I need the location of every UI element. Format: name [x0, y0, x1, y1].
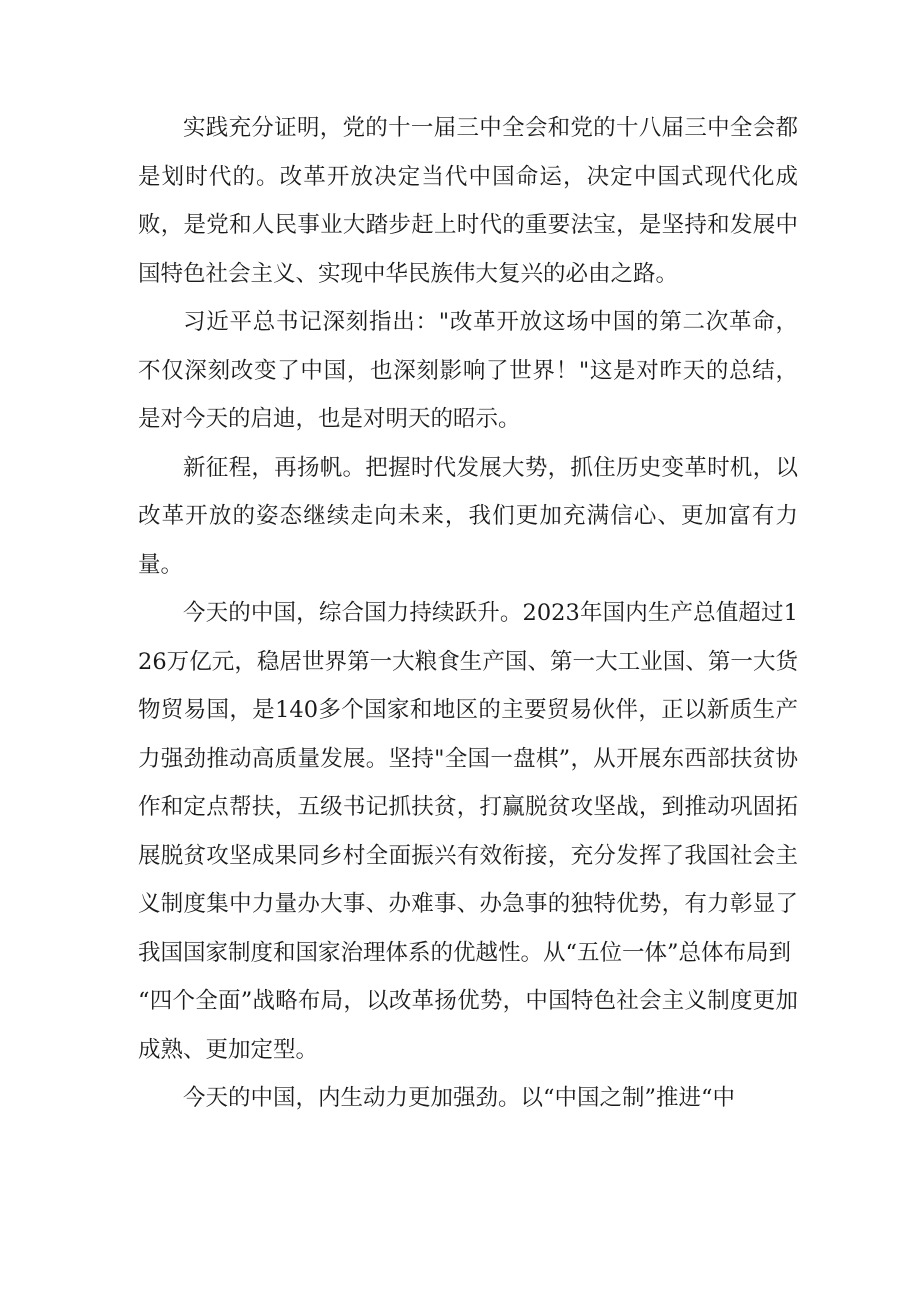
- document-body: [138, 104, 798, 1123]
- paragraph-reform-significance: 实践充分证明，党的十一届三中全会和党的十八届三中全会都是划时代的。改革开放决定当代中国命运，决定中国式现代化成败，是党和人民事业大踏步赶上时代的重要法宝，是坚持和发展中国特色社会主义、实现中华民族伟大复兴的必由之路。: [138, 115, 798, 287]
- paragraph-xi-quote: 习近平总书记深刻指出："改革开放这场中国的第二次革命，不仅深刻改变了中国，也深刻影响了世界！"这是对昨天的总结，是对今天的启迪，也是对明天的昭示。: [138, 309, 798, 432]
- paragraph-four-comprehensives: “四个全面”战略布局，以改革扬优势，中国特色社会主义制度更加成熟、更加定型。: [138, 988, 798, 1063]
- paragraph-new-journey: 新征程，再扬帆。把握时代发展大势，抓住历史变革时机，以改革开放的姿态继续走向未来，我们更加充满信心、更加富有力量。: [138, 454, 798, 578]
- paragraph-internal-drive: 今天的中国，内生动力更加强劲。以“中国之制”推进“中: [183, 1085, 736, 1111]
- paragraph-national-strength: 今天的中国，综合国力持续跃升。2023年国内生产总值超过126万亿元，稳居世界第一大粮食生产国、第一大工业国、第一大货物贸易国，是140多个国家和地区的主要贸易伙伴，正以新质生产力强劲推动高质量发展。坚持"全国一盘棋”，从开展东西部扶贫协作和定点帮扶，五级书记抓扶贫，打赢脱贫攻坚战，到推动巩固拓展脱贫攻坚成果同乡村全面振兴有效衔接，充分发挥了我国社会主义制度集中力量办大事、办难事、办急事的独特优势，有力彰显了我国国家制度和国家治理体系的优越性。从“五位一体”总体布局到: [138, 600, 798, 966]
